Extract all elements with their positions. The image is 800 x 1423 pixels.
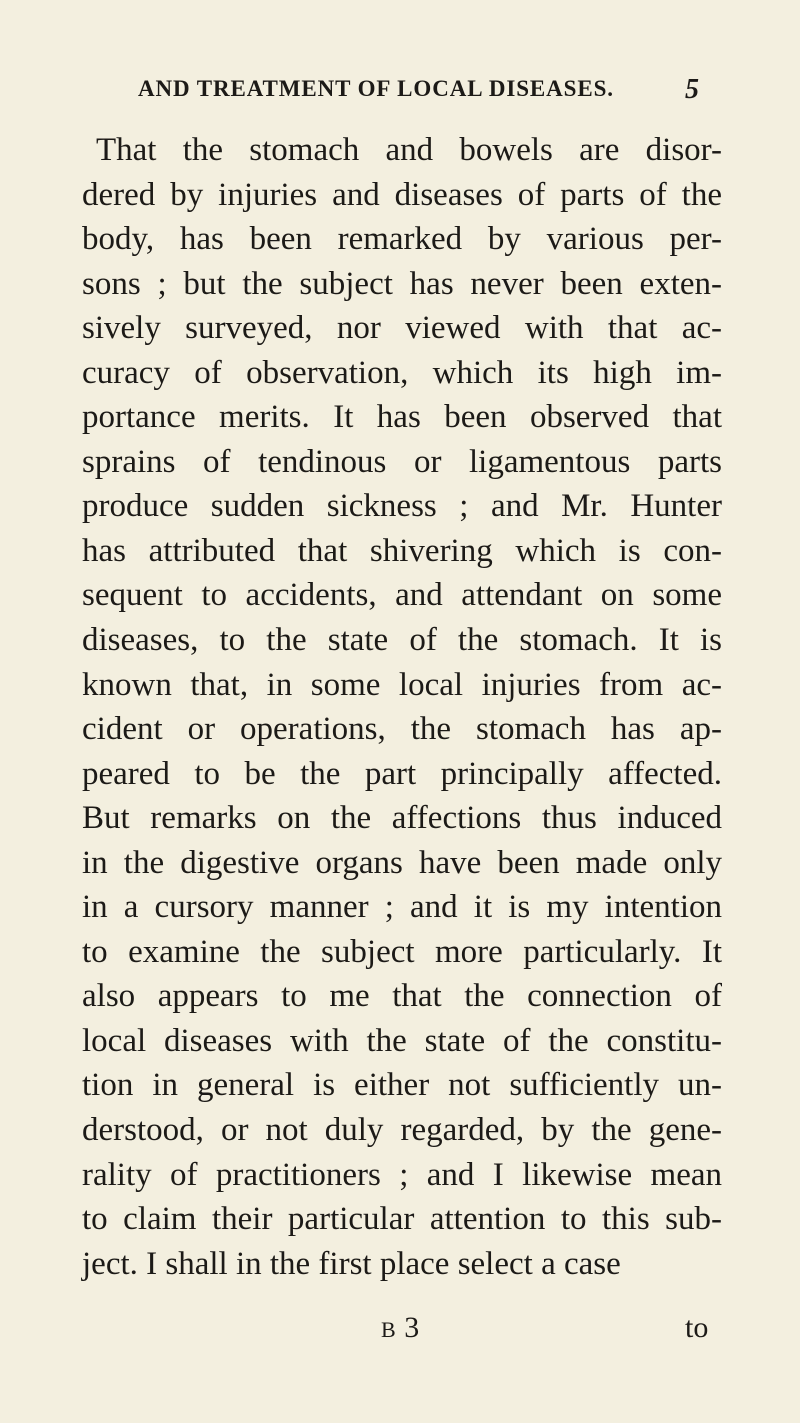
text-line: derstood, or not duly regarded, by the gene- [82,1112,722,1149]
signature-number: 3 [404,1311,420,1344]
text-line: curacy of observation, which its high im- [82,354,722,391]
text-line: has attributed that shivering which is con- [82,532,722,569]
text-line: produce sudden sickness ; and Mr. Hunter [82,488,722,525]
catchword: to [685,1311,709,1344]
text-line: known that, in some local injuries from ac- [82,666,722,703]
signature-letter: B [381,1317,397,1342]
text-line: sons ; but the subject has never been exten- [82,265,722,302]
text-line: body, has been remarked by various per- [82,221,722,258]
signature-mark [381,1311,419,1345]
text-line: dered by injuries and diseases of parts of the [82,176,722,213]
text-line: diseases, to the state of the stomach. It is [82,622,722,659]
text-line: cident or operations, the stomach has ap- [82,711,722,748]
text-line: portance merits. It has been observed that [82,399,722,436]
text-line: local diseases with the state of the constitu- [82,1022,722,1059]
text-line: sequent to accidents, and attendant on some [82,577,722,614]
text-line: But remarks on the affections thus induced [82,800,722,837]
text-line: in the digestive organs have been made only [82,844,722,881]
text-line: sprains of tendinous or ligamentous parts [82,443,722,480]
text-line: peared to be the part principally affected. [82,755,722,792]
text-line: ject. I shall in the first place select a case [82,1245,621,1282]
page-footer [0,1311,800,1355]
page-number: 5 [685,74,699,105]
text-line: to examine the subject more particularly. It [82,933,722,970]
text-line: tion in general is either not sufficiently un- [82,1067,722,1104]
text-line: rality of practitioners ; and I likewise mean [82,1156,722,1193]
text-line: sively surveyed, nor viewed with that ac- [82,310,722,347]
text-line: also appears to me that the connection of [82,978,722,1015]
running-head: AND TREATMENT OF LOCAL DISEASES. [138,76,614,101]
text-line: to claim their particular attention to this sub- [82,1201,722,1238]
text-line: That the stomach and bowels are disor- [96,132,722,168]
body-text [82,128,722,1286]
text-line: in a cursory manner ; and it is my intention [82,889,722,926]
